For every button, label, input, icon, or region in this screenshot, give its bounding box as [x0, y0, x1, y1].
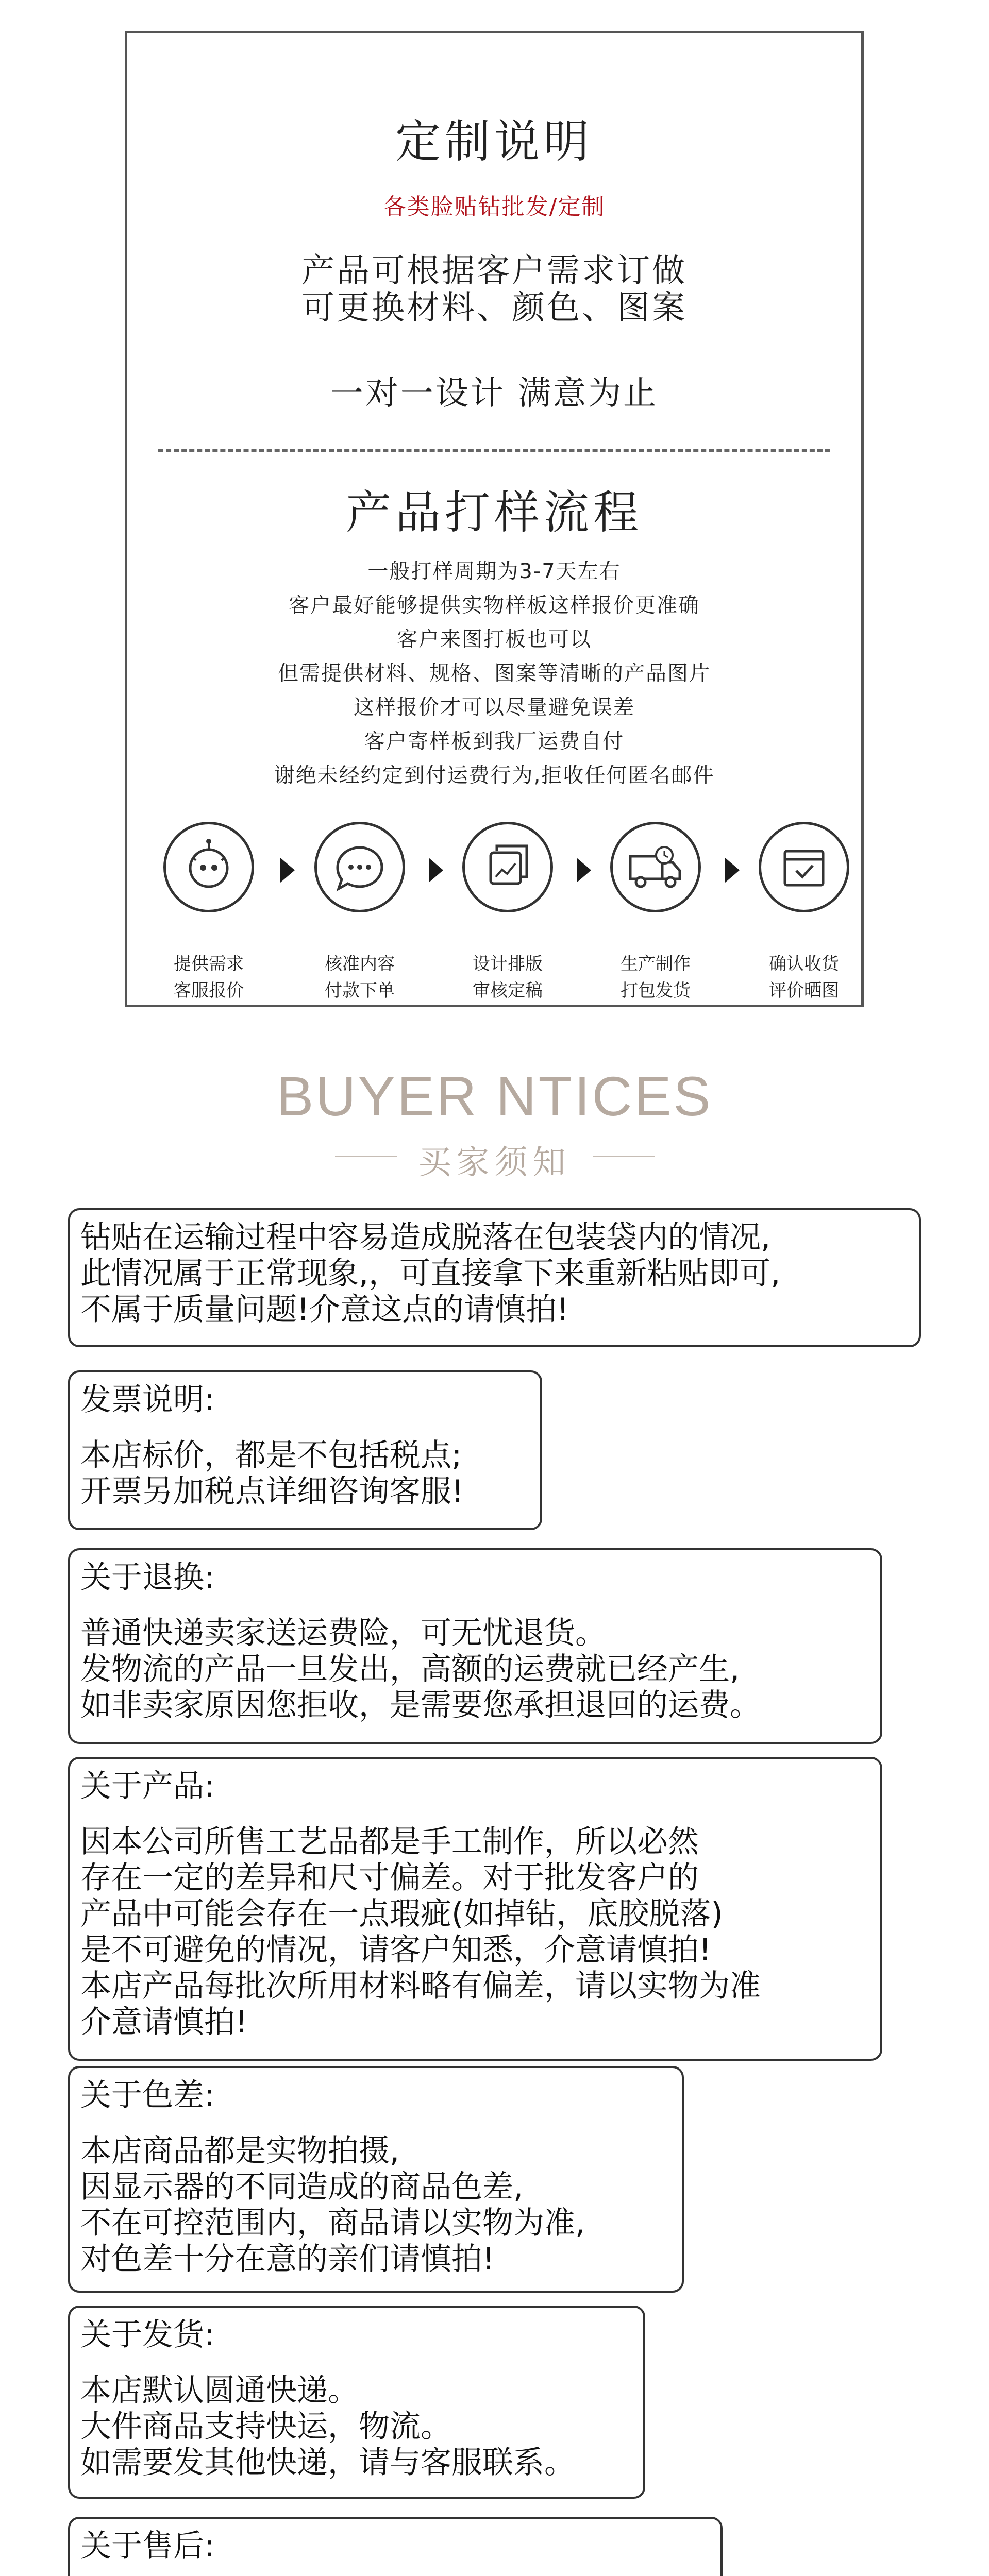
custom-subtitle: 各类脸贴钻批发/定制 — [383, 194, 606, 220]
notice-line: 如需要发其他快递，请与客服联系。 — [80, 2445, 575, 2481]
process-line: 客户寄样板到我厂运费自付 — [364, 730, 624, 753]
step-label — [747, 951, 861, 1004]
notice-box-after-sales — [68, 2517, 723, 2576]
step-arrow-icon — [725, 858, 740, 883]
notice-line: 对色差十分在意的亲们请慎拍! — [80, 2241, 495, 2277]
process-title: 产品打样流程 — [345, 486, 643, 539]
notice-line: 此情况属于正常现象,，可直接拿下来重新粘贴即可, — [80, 1256, 781, 1292]
step-arrow-icon — [280, 858, 295, 883]
step-label — [599, 951, 712, 1004]
step-label-line: 打包发货 — [621, 980, 691, 1001]
notice-line: 大件商品支持快运，物流。 — [80, 2409, 451, 2445]
delivery-truck-icon — [610, 822, 701, 912]
notice-line: 不在可控范围内，商品请以实物为准, — [80, 2205, 585, 2241]
speech-bubble-icon — [314, 822, 405, 912]
notice-line: 产品中可能会存在一点瑕疵(如掉钻，底胶脱落) — [80, 1896, 723, 1932]
notice-heading: 关于售后: — [80, 2528, 215, 2564]
process-line: 这样报价才可以尽量避免误差 — [354, 696, 635, 719]
notice-heading: 发票说明: — [80, 1382, 215, 1418]
notice-line: 普通快递卖家送运费险，可无忧退货。 — [80, 1615, 606, 1651]
dashed-divider — [158, 449, 830, 452]
step-label-line: 设计排版 — [473, 954, 543, 974]
notice-heading: 关于色差: — [80, 2077, 215, 2113]
step-label-line: 提供需求 — [174, 954, 244, 974]
step-label — [152, 951, 265, 1004]
notice-box-product — [68, 1757, 882, 2061]
step-arrow-icon — [429, 858, 443, 883]
step-label-line: 评价晒图 — [769, 980, 839, 1001]
notice-box-delivery — [68, 2306, 645, 2499]
notice-box-shipping-drop — [68, 1208, 921, 1347]
step-label-line: 确认收货 — [769, 954, 839, 974]
notice-heading: 关于发货: — [80, 2317, 215, 2353]
step-label — [451, 951, 564, 1004]
process-line: 客户来图打板也可以 — [397, 628, 592, 651]
process-line: 客户最好能够提供实物样板这样报价更准确 — [289, 594, 700, 617]
custom-title: 定制说明 — [395, 115, 593, 168]
custom-line-1: 产品可根据客户需求订做 — [301, 252, 687, 290]
notice-heading: 关于产品: — [80, 1768, 215, 1804]
design-layers-icon — [462, 822, 553, 912]
custom-line-3: 一对一设计 满意为止 — [330, 375, 659, 413]
subtitle-rule-right — [593, 1156, 655, 1157]
notice-line: 发物流的产品一旦发出，高额的运费就已经产生, — [80, 1651, 740, 1687]
chat-bot-icon — [163, 822, 254, 912]
notice-heading: 关于退换: — [80, 1560, 215, 1596]
custom-line-2: 可更换材料、颜色、图案 — [301, 289, 687, 327]
notice-box-color-difference — [68, 2066, 684, 2293]
package-check-icon — [759, 822, 849, 912]
notice-line: 本店商品都是实物拍摄, — [80, 2133, 400, 2169]
notice-box-returns — [68, 1548, 882, 1744]
step-label — [303, 951, 416, 1004]
step-label-line: 生产制作 — [621, 954, 691, 974]
notice-line: 如非卖家原因您拒收，是需要您承担退回的运费。 — [80, 1687, 761, 1723]
buyer-notices-subtitle: 买家须知 — [418, 1144, 571, 1182]
notice-line: 本店默认圆通快递。 — [80, 2372, 359, 2409]
step-label-line: 付款下单 — [325, 980, 395, 1001]
process-line-highlight: 但需提供材料、规格、图案等清晰的产品图片 — [278, 662, 711, 685]
notice-box-invoice — [68, 1370, 542, 1530]
step-label-line: 审核定稿 — [473, 980, 543, 1001]
notice-line: 是不可避免的情况，请客户知悉，介意请慎拍! — [80, 1932, 712, 1968]
notice-line: 因显示器的不同造成的商品色差, — [80, 2169, 524, 2205]
notice-line: 开票另加税点详细咨询客服! — [80, 1473, 464, 1510]
step-arrow-icon — [577, 858, 591, 883]
process-line: 谢绝未经约定到付运费行为,拒收任何匿名邮件 — [274, 764, 715, 787]
process-line: 一般打样周期为3-7天左右 — [367, 560, 621, 583]
step-label-line: 客服报价 — [174, 980, 244, 1001]
notice-line: 介意请慎拍! — [80, 2004, 248, 2040]
notice-line: 钻贴在运输过程中容易造成脱落在包装袋内的情况, — [80, 1219, 771, 1256]
notice-line: 不属于质量问题!介意这点的请慎拍! — [80, 1292, 569, 1328]
step-label-line: 核准内容 — [325, 954, 395, 974]
notice-line: 因本公司所售工艺品都是手工制作，所以必然 — [80, 1824, 699, 1860]
notice-line: 本店标价，都是不包括税点; — [80, 1437, 462, 1473]
buyer-notices-title: BUYER NTICES — [276, 1065, 713, 1127]
customization-panel — [125, 31, 864, 1007]
notice-line: 存在一定的差异和尺寸偏差。对于批发客户的 — [80, 1860, 699, 1896]
notice-line: 本店产品每批次所用材料略有偏差，请以实物为准 — [80, 1968, 761, 2004]
